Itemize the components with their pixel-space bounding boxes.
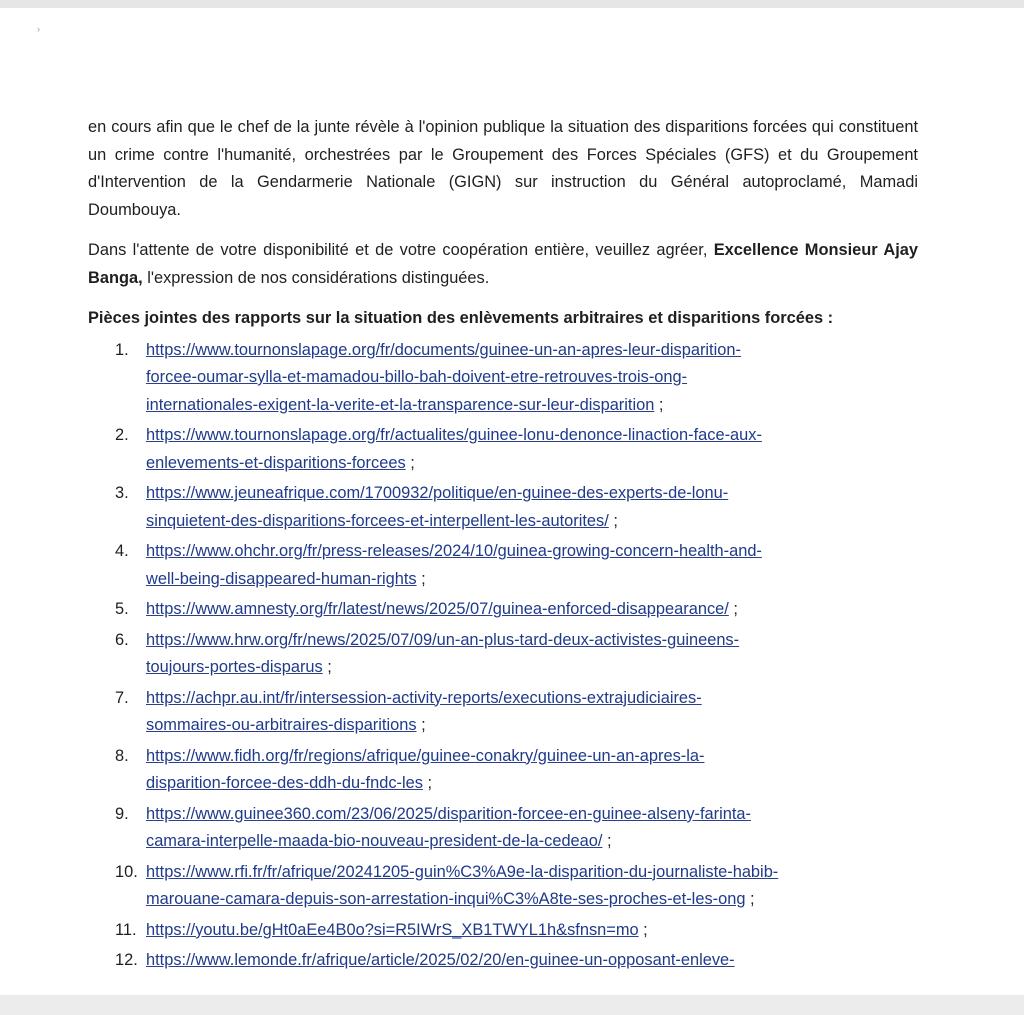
list-item-number: 7. [115,688,129,707]
list-item-separator: ; [422,774,433,792]
list-item-separator: ; [654,395,664,414]
link-line[interactable]: https://www.rfi.fr/fr/afrique/20241205-guin%C3%A9e-la-disparition-du-journaliste-habib- [146,862,779,881]
list-item-number: 4. [115,542,129,560]
document-page [88,114,918,978]
list-item-separator: ; [608,511,618,530]
attachment-link[interactable] [146,422,898,472]
bottom-edge-strip [0,995,1024,1015]
list-item [88,627,918,682]
list-item-body [146,917,918,945]
attachment-link[interactable] [146,538,898,588]
closing-text-end: l'expression de nos considérations distinguées. [142,268,490,287]
list-item-body [146,337,918,420]
attachment-link[interactable] [146,801,898,851]
paragraph-line: (GFS) et du Groupement d'Intervention de la Gendarmerie Nationale (GIGN) sur instruction du [88,145,918,191]
link-line[interactable]: forcee-oumar-sylla-et-mamadou-billo-bah-doivent-etre-retrouves-trois-ong- [146,368,688,386]
link-line[interactable]: enlevements-et-disparitions-forcees [146,453,406,472]
list-item-body [146,596,918,624]
list-item [88,859,918,914]
list-item-separator: ; [416,569,426,588]
list-item [88,917,918,945]
list-item-separator: ; [745,890,755,908]
list-item-separator: ; [638,920,648,939]
link-line[interactable]: https://www.tournonslapage.org/fr/documents/guinee-un-an-apres-leur-disparition- [146,340,741,359]
paragraph-line: qui constituent un crime contre l'humanité, orchestrées par le Groupement des Forces Spéciales [88,118,918,164]
list-item [88,947,918,975]
closing-addressee: Excellence Monsieur Ajay Banga, [88,241,918,287]
attachment-link[interactable] [146,859,898,909]
link-line[interactable]: camara-interpelle-maada-bio-nouveau-president-de-la-cedeao/ [146,832,603,850]
list-item-body [146,538,918,593]
attachment-link[interactable] [146,951,735,969]
list-item-body [146,685,918,740]
attachments-list [88,337,918,975]
attachments-heading: Pièces jointes des rapports sur la situation des enlèvements arbitraires et disparitions forcées : [88,309,834,327]
link-line[interactable]: sinquietent-des-disparitions-forcees-et-interpellent-les-autorites/ [146,511,609,530]
list-item-separator: ; [322,658,332,676]
list-item-number: 3. [115,484,129,502]
list-item-body [146,627,918,682]
link-line[interactable]: https://youtu.be/gHt0aEe4B0o?si=R5IWrS_XB1TWYL1h&sfnsn=mo [146,920,639,939]
link-line[interactable]: https://www.amnesty.org/fr/latest/news/2025/07/guinea-enforced-disappearance/ [146,600,729,618]
link-line[interactable]: toujours-portes-disparus [146,658,323,676]
list-item-number: 1. [115,340,129,359]
closing-text-start: Dans l'attente de votre disponibilité et de votre coopération entière, veuillez agréer, [88,241,714,259]
list-item-separator: ; [405,453,415,472]
link-line[interactable]: https://www.tournonslapage.org/fr/actualites/guinee-lonu-denonce-linaction-face-aux- [146,426,762,444]
paragraph-line: Général autoproclamé, Mamadi Doumbouya. [88,173,918,219]
list-item [88,685,918,740]
link-line[interactable]: well-being-disappeared-human-rights [146,569,417,588]
list-item [88,596,918,624]
top-edge-strip [0,0,1024,8]
paragraph-closing [88,237,918,292]
list-item-number: 8. [115,746,129,765]
list-item-body [146,743,918,798]
list-item-body [146,480,918,535]
list-item-body [146,947,918,975]
list-item-separator: ; [602,832,612,850]
list-item [88,422,918,477]
list-item [88,538,918,593]
attachment-link[interactable] [146,480,898,530]
link-line[interactable]: marouane-camara-depuis-son-arrestation-inqui%C3%A8te-ses-proches-et-les-ong [146,890,746,908]
list-item-number: 12. [115,951,138,969]
list-item [88,480,918,535]
link-line[interactable]: https://www.ohchr.org/fr/press-releases/2024/10/guinea-growing-concern-health-and- [146,542,762,560]
link-line[interactable]: https://www.hrw.org/fr/news/2025/07/09/un-an-plus-tard-deux-activistes-guineens- [146,630,740,649]
paragraph-situation [88,114,918,224]
link-line[interactable]: https://www.fidh.org/fr/regions/afrique/guinee-conakry/guinee-un-an-apres-la- [146,746,705,765]
link-line[interactable]: internationales-exigent-la-verite-et-la-transparence-sur-leur-disparition [146,395,655,414]
list-item-separator: ; [728,600,738,618]
list-item-body [146,801,918,856]
attachment-link[interactable] [146,743,898,793]
list-item [88,743,918,798]
link-line[interactable]: https://www.jeuneafrique.com/1700932/politique/en-guinee-des-experts-de-lonu- [146,484,729,502]
list-item-number: 2. [115,426,129,444]
list-item-body [146,422,918,477]
list-item-number: 5. [115,600,129,618]
link-line[interactable]: https://achpr.au.int/fr/intersession-activity-reports/executions-extrajudiciaires- [146,688,702,707]
list-item-separator: ; [416,716,426,734]
attachment-link[interactable] [146,627,898,677]
corner-mark: › [37,24,40,34]
attachment-link[interactable] [146,685,898,735]
attachment-link[interactable] [146,600,729,618]
attachment-link[interactable] [146,921,639,939]
list-item-number: 9. [115,804,129,823]
list-item-body [146,859,918,914]
link-line[interactable]: sommaires-ou-arbitraires-disparitions [146,716,417,734]
link-line[interactable]: https://www.guinee360.com/23/06/2025/disparition-forcee-en-guinee-alseny-farinta- [146,804,751,823]
list-item [88,337,918,420]
list-item-number: 6. [115,630,129,649]
attachment-link[interactable] [146,337,898,414]
paragraph-line: en cours afin que le chef de la junte révèle à l'opinion publique la situation des disparitions forcées [88,118,807,136]
link-line[interactable]: disparition-forcee-des-ddh-du-fndc-les [146,774,423,792]
list-item-number: 10. [115,862,138,881]
list-item [88,801,918,856]
list-item-number: 11. [115,920,137,939]
link-line[interactable]: https://www.lemonde.fr/afrique/article/2025/02/20/en-guinee-un-opposant-enleve- [146,951,735,969]
